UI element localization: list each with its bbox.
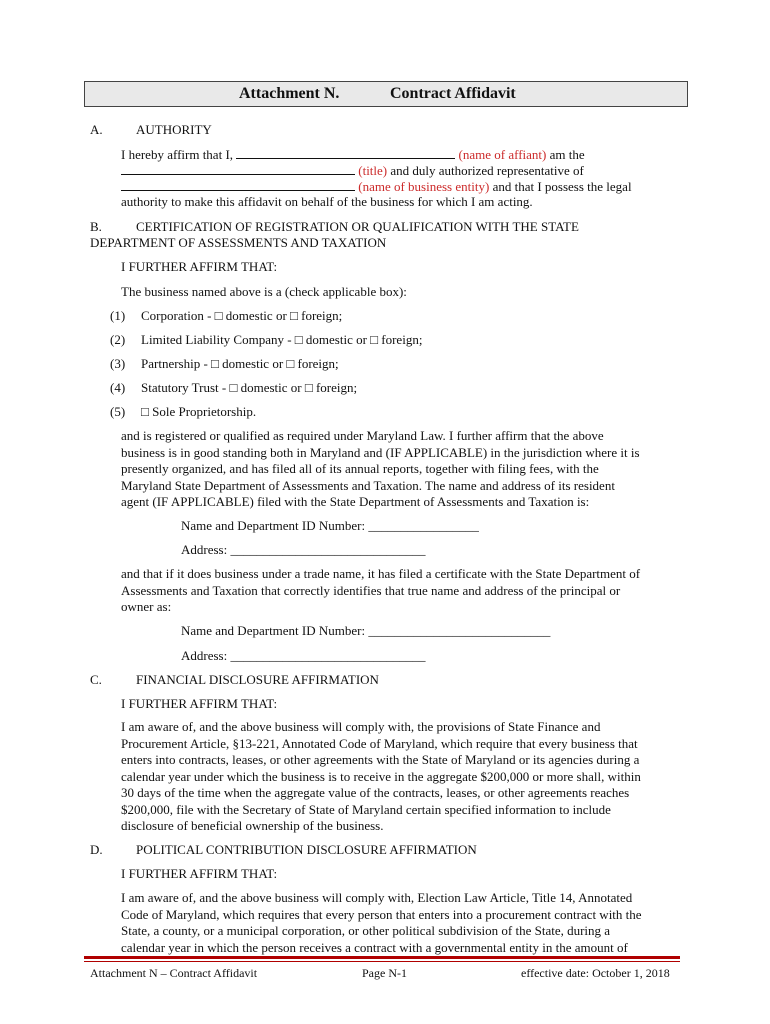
- paragraph-line: I am aware of, and the above business will comply with, the provisions of State Finance and: [121, 719, 601, 734]
- business-type-intro: The business named above is a (check applicable box):: [121, 284, 407, 299]
- financial-disclosure-paragraph: [121, 719, 641, 835]
- paragraph-line: Code of Maryland, which requires that every person that enters into a procurement contract with the: [121, 906, 642, 922]
- paragraph-line: $200,000, file with the Secretary of State of Maryland certain specified information to include: [121, 801, 611, 817]
- page-number: Page N-1: [362, 966, 407, 980]
- title-field[interactable]: [121, 162, 355, 175]
- page-title: Contract Affidavit: [390, 85, 516, 102]
- affirm-line-2: [121, 162, 584, 179]
- option-2-num: (2): [110, 332, 126, 347]
- paragraph-line: owner as:: [121, 599, 172, 614]
- affiant-label: (name of affiant): [458, 147, 547, 162]
- paragraph-line: disclosure of beneficial ownership of the business.: [121, 818, 384, 833]
- paragraph-line: business is in good standing both in Maryland and (IF APPLICABLE) in the jurisdiction where it is: [121, 444, 640, 460]
- footer-rule-thin: [84, 961, 680, 962]
- political-contribution-paragraph: [121, 890, 642, 956]
- paragraph-line: calendar year under which the business is to receive in the aggregate $200,000 or more shall, within: [121, 768, 641, 784]
- section-c-letter: C.: [90, 672, 102, 687]
- representative-text: and duly authorized representative of: [390, 163, 584, 178]
- section-b-heading-2: DEPARTMENT OF ASSESSMENTS AND TAXATION: [90, 235, 387, 250]
- footer-left: Attachment N – Contract Affidavit: [90, 966, 258, 980]
- section-c-heading: FINANCIAL DISCLOSURE AFFIRMATION: [136, 672, 379, 687]
- option-3-num: (3): [110, 356, 126, 371]
- paragraph-line: Assessments and Taxation that correctly identifies that true name and address of the principal or: [121, 582, 621, 598]
- principal-name-field[interactable]: Name and Department ID Number: ____________________________: [181, 623, 551, 638]
- affirm-text: I hereby affirm that I,: [121, 147, 234, 162]
- effective-date: effective date: October 1, 2018: [521, 966, 670, 980]
- business-entity-label: (name of business entity): [358, 179, 490, 194]
- paragraph-line: agent (IF APPLICABLE) filed with the State Department of Assessments and Taxation is:: [121, 494, 590, 509]
- option-5-num: (5): [110, 404, 126, 419]
- footer-rule-thick: [84, 956, 680, 959]
- paragraph-line: Maryland State Department of Assessments and Taxation. The name and address of its resident: [121, 477, 615, 493]
- legal-text: and that I possess the legal: [492, 179, 632, 194]
- option-partnership[interactable]: Partnership - □ domestic or □ foreign;: [141, 356, 339, 371]
- option-corporation[interactable]: Corporation - □ domestic or □ foreign;: [141, 308, 343, 323]
- option-statutory-trust[interactable]: Statutory Trust - □ domestic or □ foreign;: [141, 380, 358, 395]
- paragraph-line: State, a county, or a municipal corporation, or other political subdivision of the State, during a: [121, 923, 611, 938]
- business-entity-field[interactable]: [121, 178, 355, 191]
- title-box: [84, 81, 688, 107]
- principal-address-field[interactable]: Address: ______________________________: [181, 648, 426, 663]
- registration-paragraph: [121, 428, 640, 511]
- section-d-further: I FURTHER AFFIRM THAT:: [121, 866, 278, 881]
- section-a-letter: A.: [90, 122, 103, 137]
- option-llc[interactable]: Limited Liability Company - □ domestic or □ foreign;: [141, 332, 423, 347]
- section-c-further: I FURTHER AFFIRM THAT:: [121, 696, 278, 711]
- option-4-num: (4): [110, 380, 126, 395]
- paragraph-line: Procurement Article, §13-221, Annotated Code of Maryland, which require that every business that: [121, 735, 638, 751]
- section-b-further: I FURTHER AFFIRM THAT:: [121, 259, 278, 274]
- attachment-label: Attachment N.: [239, 85, 340, 102]
- affirm-line-3: [121, 178, 632, 195]
- paragraph-line: and that if it does business under a trade name, it has filed a certificate with the State Department of: [121, 566, 641, 581]
- resident-agent-name-field[interactable]: Name and Department ID Number: _________________: [181, 518, 479, 533]
- authority-line: authority to make this affidavit on behalf of the business for which I am acting.: [121, 194, 533, 209]
- option-sole-proprietorship[interactable]: □ Sole Proprietorship.: [141, 404, 257, 419]
- trade-name-paragraph: [121, 566, 640, 616]
- section-b-heading-1: CERTIFICATION OF REGISTRATION OR QUALIFICATION WITH THE STATE: [136, 219, 579, 234]
- affirm-text-end: am the: [549, 147, 585, 162]
- paragraph-line: enters into contracts, leases, or other agreements with the State of Maryland or its agencies during a: [121, 752, 640, 767]
- section-d-heading: POLITICAL CONTRIBUTION DISCLOSURE AFFIRMATION: [136, 842, 477, 857]
- paragraph-line: 30 days of the time when the aggregate value of the contracts, leases, or other agreements reaches: [121, 785, 630, 800]
- section-b-letter: B.: [90, 219, 102, 234]
- option-1-num: (1): [110, 308, 126, 323]
- section-a-heading: AUTHORITY: [136, 122, 212, 137]
- paragraph-line: presently organized, and has filed all of its annual reports, together with filing fees, with the: [121, 461, 599, 476]
- paragraph-line: and is registered or qualified as required under Maryland Law. I further affirm that the above: [121, 428, 604, 443]
- paragraph-line: calendar year in which the person receives a contract with a governmental entity in the amount of: [121, 939, 628, 955]
- paragraph-line: I am aware of, and the above business will comply with, Election Law Article, Title 14, Annotated: [121, 890, 633, 905]
- resident-agent-address-field[interactable]: Address: ______________________________: [181, 542, 426, 557]
- affiant-name-field[interactable]: [236, 146, 455, 159]
- affirm-line-1: [121, 146, 585, 163]
- section-d-letter: D.: [90, 842, 103, 857]
- title-label: (title): [358, 163, 388, 178]
